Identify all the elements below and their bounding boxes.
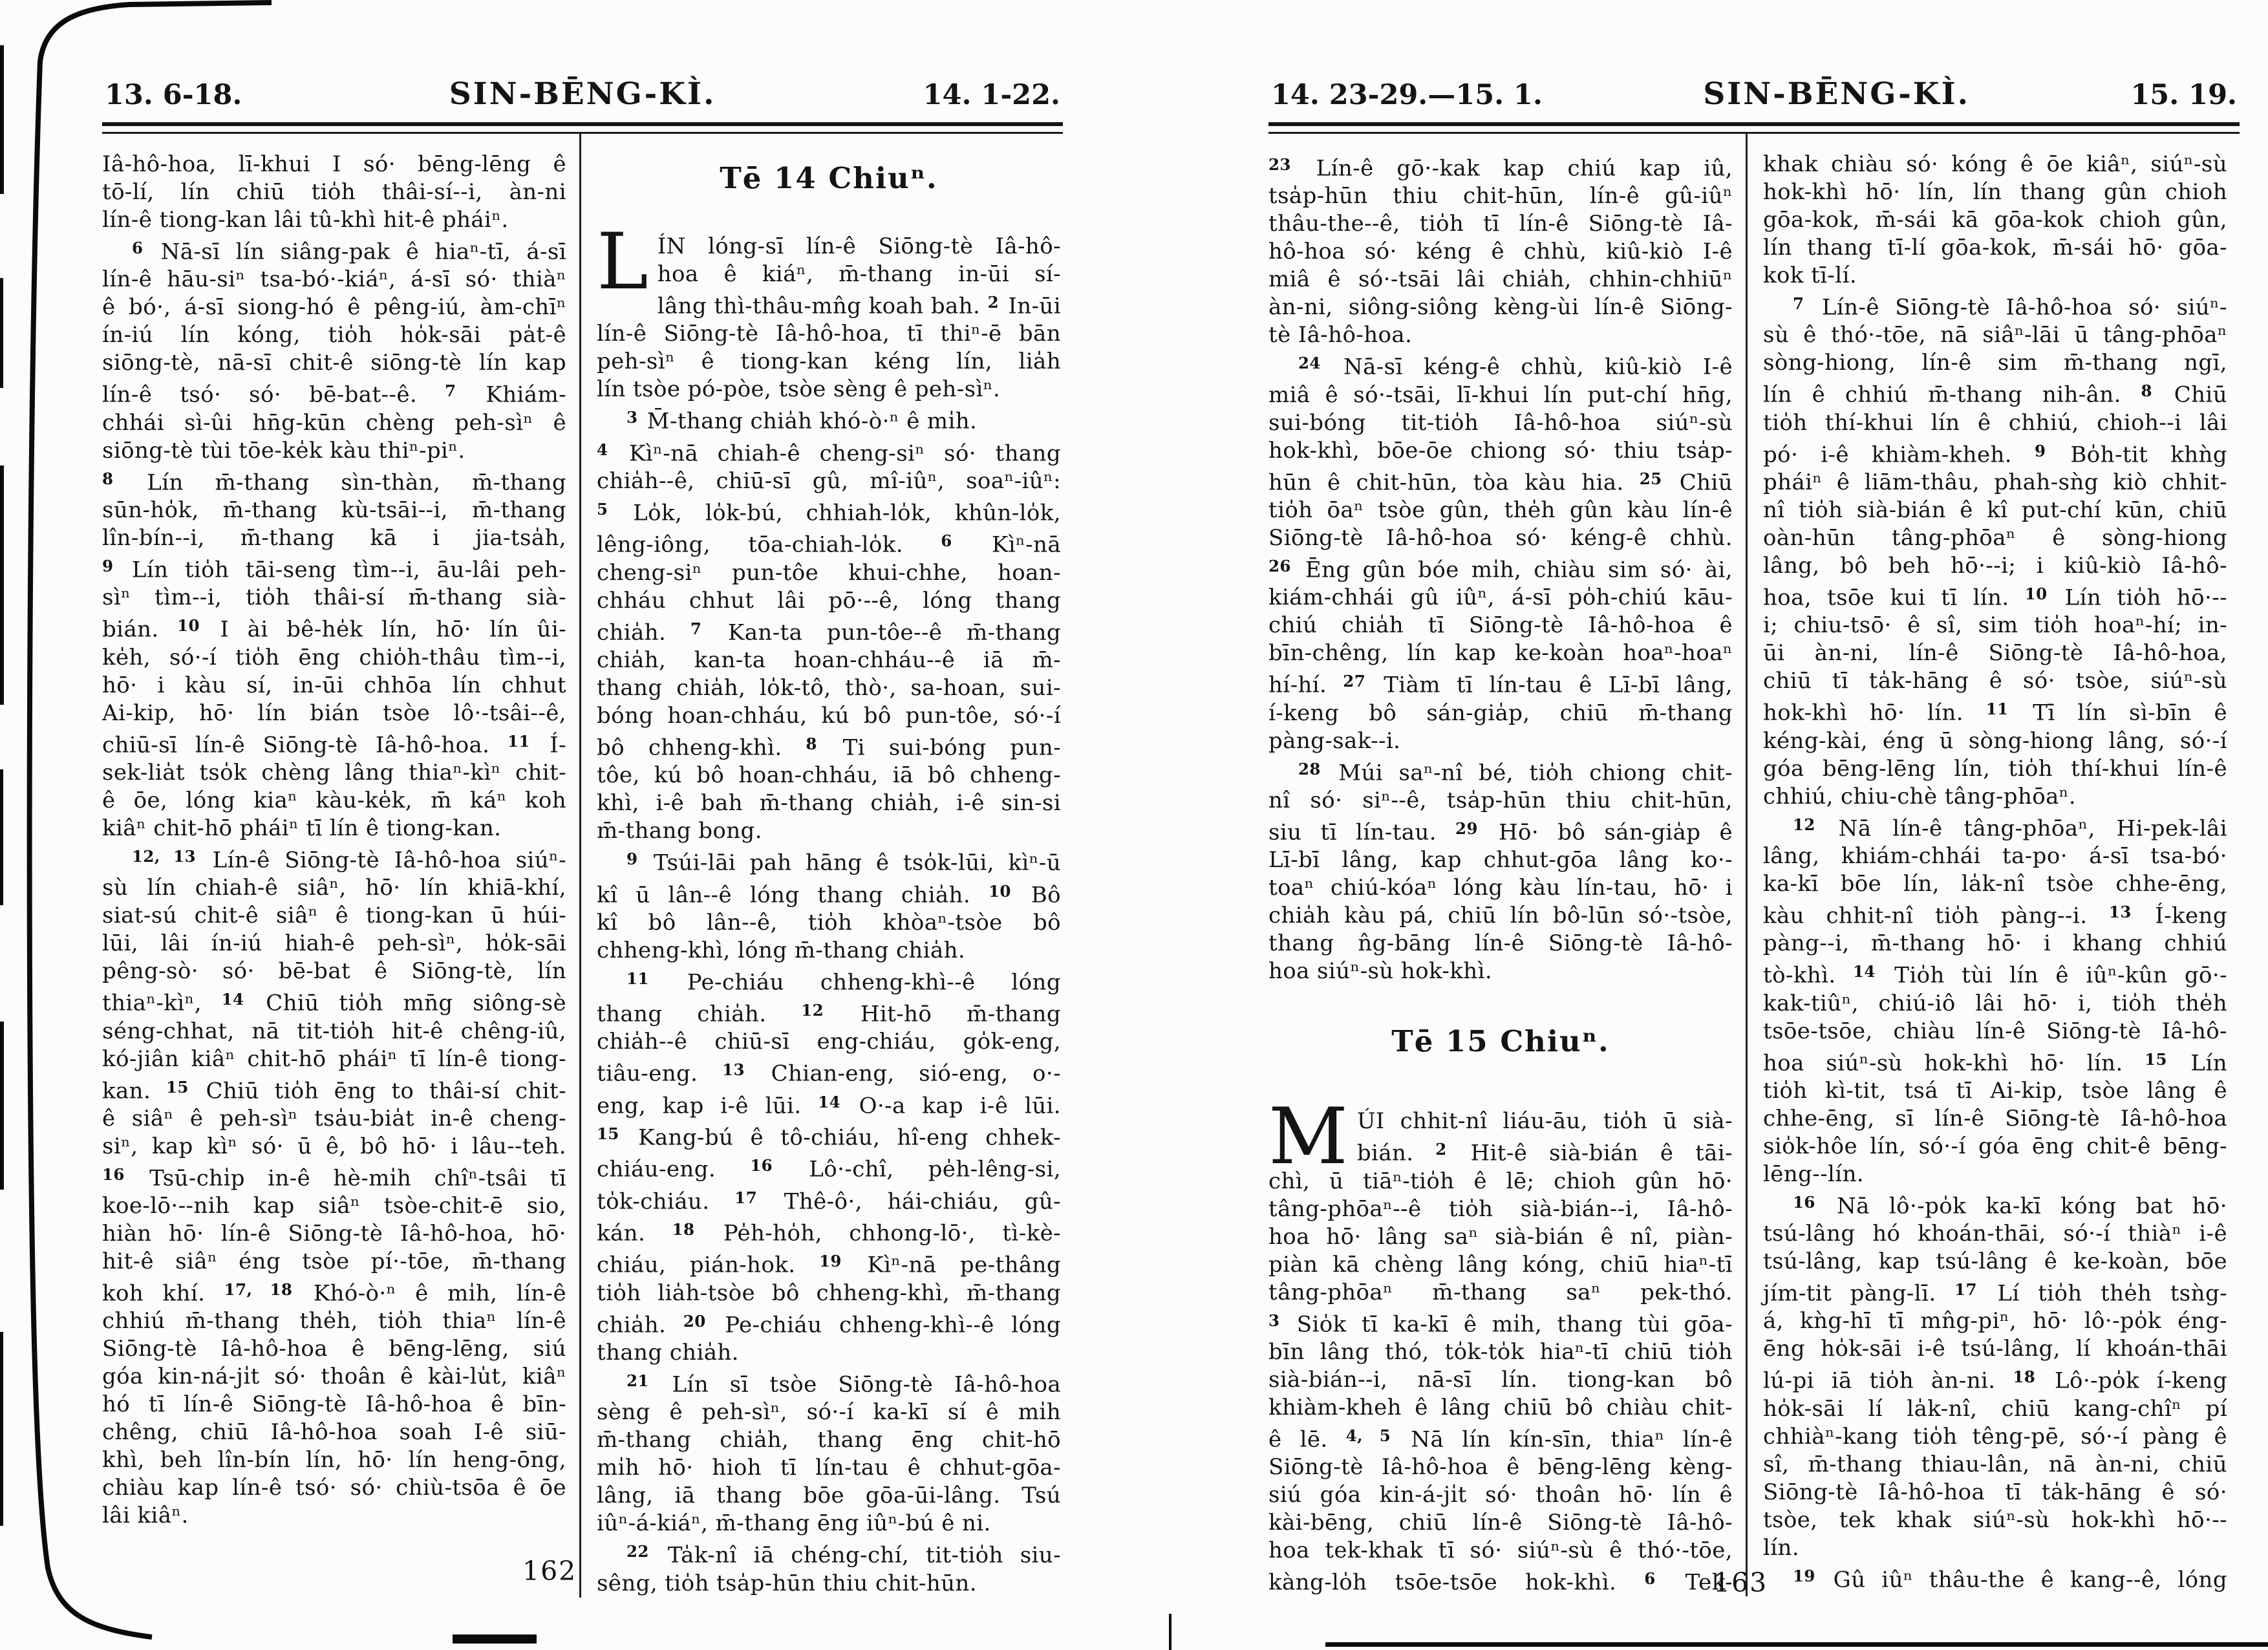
text-line: $^{21}$ Lín sī tsòe Siōng-tè Iâ-hô-hoa: [626, 1371, 1061, 1398]
text-line: siōng-tè, nā-sī chit-ê siōng-tè lín kap: [102, 350, 566, 376]
text-line: chia̍h--ê, chiū-sī gû, mî-iûⁿ, soaⁿ-iûⁿ:: [597, 467, 1061, 494]
verse-number: 20: [683, 1311, 706, 1331]
text-line: pàng--i, m̄-thang hō· i khang chhiú: [1763, 930, 2227, 957]
text-line: sià-bián--i, nā-sī lín. tiong-kan bô: [1268, 1366, 1733, 1393]
verse-number: 6: [941, 531, 952, 551]
text-line: sòng-hiong, lín-ê sim m̄-thang ngī,: [1763, 350, 2227, 376]
bottom-scan-line: [1325, 1642, 2268, 1647]
double-rule: [1268, 122, 2240, 134]
text-line: tôe, kú bô hoan-chháu, iā bô chheng-: [597, 762, 1061, 789]
text-line: sù lín chiah-ê siâⁿ, hō· lín khiā-khí,: [102, 875, 566, 901]
text-line: kài-bēng, chiū lín-ê Siōng-tè Iâ-hô-: [1268, 1510, 1733, 1536]
text-line: thang n̂g-bāng lín-ê Siōng-tè Iâ-hô-: [1268, 930, 1733, 957]
chapter-heading: Tē 15 Chiuⁿ.: [1391, 1024, 1610, 1059]
text-line: ê siâⁿ ê peh-sìⁿ tsa̍u-bia̍t in-ê cheng-: [102, 1105, 566, 1131]
text-line: lín-ê tiong-kan lâi tû-khì hit-ê pháiⁿ.: [102, 207, 509, 233]
text-line: hō· i kàu sí, in-ūi chhōa lín chhut: [102, 672, 566, 698]
text-line: ê ōe, lóng kiaⁿ kàu-ke̍k, m̄ káⁿ koh: [102, 787, 566, 813]
text-line: tio̍h ōaⁿ tsòe gûn, the̍h gûn kàu lín-ê: [1268, 497, 1733, 523]
text-line: lūi, lâi ín-iú hiah-ê peh-sìⁿ, ho̍k-sāi: [102, 930, 566, 957]
text-line: lâng, iā thang bōe gōa-ūi-lâng. Tsú: [597, 1483, 1061, 1509]
verse-number: 7: [690, 619, 702, 638]
text-line: siu tī lín-tau. $^{29}$ Hō· bô sán-gia̍p ê: [1268, 819, 1733, 846]
text-line: bián. $^{10}$ I ài bê-he̍k lín, hō· lín ûi-: [102, 616, 567, 643]
text-line: chia̍h, kan-ta hoan-chháu--ê iā m̄-: [597, 647, 1061, 673]
text-line: kó-jiân kiâⁿ chit-hō pháiⁿ tī lín-ê tiong-: [102, 1045, 566, 1072]
verse-number: 21: [626, 1371, 649, 1390]
verse-number: 15: [597, 1124, 619, 1144]
text-line: lú-pi iā tio̍h àn-ni. $^{18}$ Lô·-po̍k í-keng: [1763, 1367, 2227, 1394]
text-line: cheng-siⁿ pun-tôe khui-chhe, hoan-: [597, 559, 1061, 586]
header-verse-range-right: 15. 19.: [2130, 79, 2237, 111]
text-line: lâng, khiám-chhái ta-po· á-sī tsa-bó·: [1763, 842, 2227, 869]
text-line: hoa hō· lâng saⁿ sià-bián ê nî, piàn-: [1268, 1223, 1733, 1250]
text-line: kok tī-lí.: [1763, 262, 1857, 288]
text-line: chháu chhut lâi pō·--ê, lóng thang: [597, 587, 1061, 614]
text-line: ín-iú lín kóng, tio̍h ho̍k-sāi pa̍t-ê: [102, 322, 566, 348]
text-line: chia̍h. $^{20}$ Pe-chiáu chheng-khì--ê lóng: [597, 1311, 1061, 1338]
verse-number: 12, 13: [132, 846, 196, 866]
text-line: tio̍h lia̍h-tsòe bô chheng-khì, m̄-thang: [597, 1280, 1061, 1306]
verse-number: 5: [597, 499, 608, 519]
verse-number: 10: [2024, 584, 2048, 603]
verse-number: 17, 18: [224, 1280, 293, 1300]
text-line: chiáu-eng. $^{16}$ Lô·-chî, pe̍h-lêng-si,: [597, 1156, 1061, 1183]
verse-number: 16: [102, 1164, 125, 1184]
verse-number: 13: [2108, 902, 2132, 921]
text-line: ho̍k-sāi lí la̍k-nî, chiū kang-chîⁿ pí: [1763, 1395, 2227, 1422]
text-line: thâu-the--ê, tio̍h tī lín-ê Siōng-tè Iâ-: [1268, 211, 1733, 237]
text-line: tō-lí, lín chiū tio̍h thâi-sí--i, àn-ni: [102, 179, 566, 205]
verse-number: 11: [626, 969, 649, 988]
text-line: kán. $^{18}$ Pe̍h-ho̍h, chhong-lō·, tì-kè-: [597, 1220, 1061, 1247]
verse-number: 6: [1644, 1569, 1656, 1589]
verse-number: 17: [1954, 1280, 1977, 1300]
book-title: SIN-BĒNG-KÌ.: [1703, 76, 1970, 112]
scanner-edge-mark: [0, 769, 3, 905]
text-columns: [1268, 134, 2240, 1596]
column-1: [102, 134, 566, 1598]
text-line: khiàm-kheh ê lâng chiū bô chiàu chit-: [1268, 1394, 1733, 1420]
text-line: Siōng-tè Iâ-hô-hoa ê bēng-lēng, siú: [102, 1336, 566, 1362]
text-line: ke̍h, só·-í tio̍h ēng chio̍h-thâu tìm--i,: [102, 644, 566, 670]
verse-number: 23: [1268, 155, 1291, 174]
text-line: ka-kī bōe lín, la̍k-nî tsòe chhe-ēng,: [1763, 870, 2227, 897]
text-line: $^9$ Lín tio̍h tāi-seng tìm--i, āu-lâi peh-: [102, 556, 566, 583]
verse-number: 15: [2145, 1049, 2167, 1069]
verse-text-block: [1268, 151, 1733, 985]
text-line: pêng-sò· só· bē-bat ê Siōng-tè, lín: [102, 958, 566, 985]
text-line: bián. $^2$ Hit-ê sià-bián ê tāi-: [1356, 1140, 1733, 1166]
dropcap-letter: M: [1268, 1092, 1348, 1183]
text-line: kéng-kài, éng ū sòng-hiong lâng, só·-í: [1763, 727, 2227, 754]
text-line: hoa ê kiáⁿ, m̄-thang in-ūi sí-: [657, 261, 1061, 287]
text-line: i; chiu-tsō· ê sî, sim tio̍h hoaⁿ-hí; in-: [1763, 612, 2227, 639]
text-line: $^{12, 13}$ Lín-ê Siōng-tè Iâ-hô-hoa siúⁿ-: [132, 846, 566, 873]
text-line: hoa tek-khak tī só· siúⁿ-sù ê thó·-tōe,: [1268, 1538, 1733, 1564]
text-line: chhiàⁿ-kang tio̍h têng-pē, só·-í pàng ê: [1763, 1423, 2227, 1450]
verse-number: 18: [2013, 1367, 2036, 1387]
text-line: ÚI chhit-nî liáu-āu, tio̍h ū sià-: [1356, 1108, 1733, 1135]
text-line: hoa siúⁿ-sù hok-khì hō· lín. $^{15}$ Lín: [1763, 1049, 2227, 1076]
running-header: [102, 76, 1063, 122]
text-line: khì, i-ê bah m̄-thang chia̍h, i-ê sin-si: [597, 790, 1061, 817]
text-line: hí-hí. $^{27}$ Tiàm tī lín-tau ê Lī-bī lâng,: [1268, 672, 1733, 698]
text-line: hoa siúⁿ-sù hok-khì.: [1268, 958, 1493, 985]
text-line: chiū-sī lín-ê Siōng-tè Iâ-hô-hoa. $^{11}$ Í-: [102, 731, 566, 758]
text-line: hó tī lín-ê Siōng-tè Iâ-hô-hoa ê bīn-: [102, 1391, 566, 1418]
text-line: kî ū lân--ê lóng thang chia̍h. $^{10}$ Bô: [597, 881, 1061, 908]
verse-number: 8: [2141, 381, 2152, 401]
text-line: $^{28}$ Múi saⁿ-nî bé, tio̍h chiong chit-: [1298, 759, 1733, 786]
verse-number: 15: [166, 1077, 189, 1097]
verse-number: 19: [818, 1252, 842, 1271]
column-2: [1746, 134, 2227, 1596]
verse-number: 9: [102, 556, 114, 575]
text-line: $^5$ Lo̍k, lo̍k-bú, chhiah-lo̍k, khûn-lo̍k,: [597, 499, 1061, 526]
text-line: sūn-ho̍k, m̄-thang kù-tsāi--i, m̄-thang: [102, 497, 566, 523]
text-line: sui-bóng tit-tio̍h Iâ-hô-hoa siúⁿ-sù: [1268, 409, 1733, 436]
text-line: khì, beh lîn-bín lín, hō· lín heng-ōng,: [102, 1447, 566, 1473]
text-line: $^{16}$ Nā lô·-po̍k ka-kī kóng bat hō·: [1793, 1192, 2227, 1219]
text-line: Siōng-tè Iâ-hô-hoa ê bēng-lēng kèng-: [1268, 1454, 1733, 1481]
text-line: ēng ho̍k-sāi i-ê tsú-lâng, lí khoán-thāi: [1763, 1336, 2227, 1362]
text-line: tiâu-eng. $^{13}$ Chian-eng, sió-eng, o·-: [597, 1060, 1061, 1087]
text-line: pó· i-ê khiàm-kheh. $^9$ Bo̍h-tit khǹg: [1763, 441, 2227, 467]
scanner-edge-mark: [0, 1022, 4, 1190]
text-line: lín-ê Siōng-tè Iâ-hô-hoa, tī thiⁿ-ē bān: [597, 321, 1061, 347]
text-line: $^{26}$ Ēng gûn bóe mi̍h, chiàu sim só· ài,: [1268, 556, 1733, 583]
chapter-paragraph: [1268, 1092, 1733, 1596]
text-line: hit-ê siâⁿ éng tsòe pí·-tōe, m̄-thang: [102, 1248, 566, 1275]
text-line: tâng-phōaⁿ--ê tio̍h sià-bián--i, Iâ-hô-: [1268, 1195, 1733, 1222]
text-line: Iâ-hô-hoa, lī-khui I só· bēng-lēng ê: [102, 151, 566, 177]
verse-number: 8: [102, 469, 114, 488]
verse-number: 25: [1639, 469, 1662, 488]
verse-number: 2: [1435, 1140, 1447, 1159]
chapter-paragraph: [597, 217, 1062, 1598]
text-line: $^{23}$ Lín-ê gō·-kak kap chiú kap iû,: [1268, 155, 1733, 182]
text-line: jím-tit pàng-lī. $^{17}$ Lí tio̍h the̍h tsǹg-: [1763, 1280, 2227, 1307]
scanner-edge-mark: [0, 45, 4, 194]
text-line: thang chia̍h.: [597, 1339, 739, 1366]
verse-number: 27: [1343, 672, 1366, 691]
running-header: [1268, 76, 2240, 122]
text-line: Ai-kip, hō· lín bián tsòe lô·-tsâi--ê,: [102, 700, 566, 726]
text-line: $^7$ Lín-ê Siōng-tè Iâ-hô-hoa só· siúⁿ-: [1793, 294, 2227, 321]
text-line: hiàn hō· lín-ê Siōng-tè Iâ-hô-hoa, hō·: [102, 1221, 566, 1247]
verse-number: 16: [750, 1156, 773, 1175]
spine-gutter-mark: [1169, 1614, 1171, 1650]
text-line: sêng, tio̍h tsa̍p-hūn thiu chit-hūn.: [597, 1570, 977, 1596]
verse-number: 11: [507, 731, 530, 751]
header-verse-range-left: 14. 23-29.—15. 1.: [1271, 79, 1543, 111]
text-line: pàng-sak--i.: [1268, 727, 1401, 754]
verse-number: 2: [987, 293, 1000, 312]
text-line: kiám-chhái gû iûⁿ, á-sī po̍h-chiú kāu-: [1268, 584, 1733, 611]
text-line: $^4$ Kìⁿ-nā chiah-ê cheng-siⁿ só· thang: [597, 440, 1061, 466]
text-line: ÍN lóng-sī lín-ê Siōng-tè Iâ-hô-: [657, 233, 1061, 259]
text-line: mi̍h hō· hioh tī lín-tau ê chhut-gōa-: [597, 1455, 1061, 1481]
text-line: tio̍h thí-khui lín ê chhiú, chioh--i lâi: [1763, 409, 2227, 436]
verse-number: 4: [597, 440, 608, 459]
text-line: lín-ê tsó· só· bē-bat--ê. $^7$ Khiám-: [102, 381, 566, 408]
text-line: í-keng bô sán-gia̍p, chiū m̄-thang: [1268, 700, 1733, 726]
text-line: toaⁿ chiú-kóaⁿ lóng kàu lín-tau, hō· i: [1268, 875, 1733, 901]
text-line: $^{24}$ Nā-sī kéng-ê chhù, kiû-kiò I-ê: [1298, 354, 1733, 380]
bottom-left-ink-blob: [453, 1634, 537, 1644]
text-line: ūi àn-ni, lín-ê Siōng-tè Iâ-hô-hoa,: [1763, 640, 2227, 667]
text-line: hok-khì hō· lín. $^{11}$ Tī lín sì-bīn ê: [1763, 700, 2228, 726]
text-line: góa bēng-lēng lín, tio̍h thí-khui lín-ê: [1763, 755, 2227, 782]
verse-number: 14: [1853, 962, 1876, 981]
text-line: tsa̍p-hūn thiu chit-hūn, lín-ê gû-iûⁿ: [1268, 183, 1733, 209]
text-line: bô chheng-khì. $^8$ Ti sui-bóng pun-: [597, 734, 1061, 761]
verse-number: 14: [221, 990, 244, 1009]
text-line: tò-khì. $^{14}$ Tio̍h tùi lín ê iûⁿ-kûn gō·-: [1763, 962, 2228, 989]
text-line: sî, m̄-thang thiau-lân, nā àn-ni, chiū: [1763, 1451, 2227, 1477]
verse-number: 24: [1298, 354, 1321, 373]
text-line: hok-khì hō· lín, lín thang gûn chioh: [1763, 179, 2227, 205]
text-line: Lī-bī lâng, kap chhut-gōa lâng ko·-: [1268, 847, 1733, 873]
text-line: $^3$ Sio̍k tī ka-kī ê mi̍h, thang tùi gōa-: [1268, 1311, 1733, 1337]
text-line: $^{12}$ Nā lín-ê tâng-phōaⁿ, Hi-pek-lâi: [1793, 815, 2227, 841]
text-line: $^6$ Nā-sī lín siâng-pak ê hiaⁿ-tī, á-sī: [132, 239, 566, 265]
text-line: Siōng-tè Iâ-hô-hoa só· kéng-ê chhù.: [1268, 524, 1733, 551]
text-line: lêng-iông, tōa-chiah-lo̍k. $^6$ Kìⁿ-nā: [597, 531, 1062, 558]
text-line: lēng--lín.: [1763, 1161, 1865, 1187]
verse-number: 8: [806, 734, 817, 753]
text-line: oàn-hūn tâng-phōaⁿ ê sòng-hiong: [1763, 524, 2227, 551]
text-line: sek-lia̍t tso̍k chèng lâng thiaⁿ-kìⁿ chit-: [102, 759, 566, 786]
verse-number: 29: [1455, 819, 1478, 838]
text-line: $^{11}$ Pe-chiáu chheng-khì--ê lóng: [626, 969, 1061, 996]
page-number: 162: [522, 1556, 577, 1587]
text-line: chêng, chiū Iâ-hô-hoa soah I-ê siū-: [102, 1419, 566, 1446]
verse-number: 12: [801, 1001, 824, 1020]
verse-number: 4, 5: [1345, 1426, 1391, 1445]
text-line: $^{15}$ Kang-bú ê tô-chiáu, hî-eng chhek-: [597, 1124, 1061, 1151]
left-page: [102, 76, 1063, 1598]
text-line: to̍k-chiáu. $^{17}$ Thê-ô·, hái-chiáu, gû-: [597, 1188, 1061, 1214]
text-line: lín thang tī-lí gōa-kok, m̄-sái hō· gōa-: [1763, 235, 2227, 261]
text-line: hoa, tsōe kui tī lín. $^{10}$ Lín tio̍h hō·--: [1763, 584, 2227, 611]
column-1: [1268, 134, 1733, 1596]
verse-number: 7: [445, 381, 456, 401]
text-line: lîn-bín--i, m̄-thang kā i jia-tsa̍h,: [102, 524, 566, 551]
text-line: chheng-khì, lóng m̄-thang chia̍h.: [597, 937, 966, 963]
double-rule: [102, 122, 1063, 134]
right-page: [1268, 76, 2240, 1596]
text-line: kan. $^{15}$ Chiū tio̍h ēng to thâi-sí chit-: [102, 1077, 566, 1104]
text-line: lín ê chhiú m̄-thang nih-ân. $^8$ Chiū: [1763, 381, 2227, 408]
text-line: siat-sú chit-ê siâⁿ ê tiong-kan ū húi-: [102, 903, 566, 929]
verse-number: 9: [2034, 441, 2046, 460]
text-line: thang chia̍h, lo̍k-tô, thò·, sa-hoan, sui-: [597, 674, 1061, 701]
verse-number: 17: [734, 1188, 758, 1207]
text-line: tâng-phōaⁿ m̄-thang saⁿ pek-thó.: [1268, 1279, 1733, 1305]
text-line: chì, ū tiāⁿ-tio̍h ê lē; chioh gûn hō·: [1268, 1168, 1733, 1194]
text-line: tsú-lâng hó khoán-thāi, só·-í thiàⁿ i-ê: [1763, 1221, 2227, 1247]
text-line: àn-ni, siông-siông kèng-ùi lín-ê Siōng-: [1268, 294, 1733, 321]
text-line: bīn lâng thó, to̍k-to̍k hiaⁿ-tī chiū tio̍h: [1268, 1338, 1733, 1365]
verse-number: 9: [626, 850, 638, 869]
verse-number: 28: [1298, 759, 1321, 778]
text-line: chhiú m̄-thang the̍h, tio̍h thiaⁿ lín-ê: [102, 1308, 566, 1334]
text-line: sio̍k-hôe lín, só·-í góa ēng chit-ê bēng-: [1763, 1133, 2227, 1159]
text-line: chhiú, chiu-chè tâng-phōaⁿ.: [1763, 783, 2077, 809]
text-line: séng-chhat, nā tit-tio̍h hit-ê chêng-iû,: [102, 1018, 566, 1044]
verse-number: 3: [626, 408, 638, 427]
text-line: tsú-lâng, kap tsú-lâng ê ke-koàn, bōe: [1763, 1248, 2227, 1275]
verse-number: 19: [1793, 1566, 1815, 1585]
text-line: chhe-ēng, sī lín-ê Siōng-tè Iâ-hô-hoa: [1763, 1105, 2227, 1131]
text-line: lín.: [1763, 1534, 1800, 1561]
column-2: [579, 134, 1061, 1598]
text-line: bóng hoan-chháu, kú bô pun-tôe, só·-í: [597, 702, 1061, 729]
text-line: $^9$ Tsúi-lāi pah hāng ê tso̍k-lūi, kìⁿ-ū: [626, 850, 1061, 876]
text-line: hok-khì, bōe-ōe chiong só· thiu tsa̍p-: [1268, 437, 1733, 464]
text-line: lâng, bô beh hō·--i; i kiû-kiò Iâ-hô-: [1763, 552, 2227, 579]
verse-number: 7: [1793, 294, 1804, 313]
text-columns: [102, 134, 1063, 1598]
text-line: eng, kap i-ê lūi. $^{14}$ O·-a kap i-ê lūi.: [597, 1092, 1061, 1119]
text-line: siú góa kin-á-ji̍t só· thoân hō· lín ê: [1268, 1482, 1733, 1508]
text-line: lâng thì-thâu-mn̂g koah bah. $^2$ In-ūi: [657, 293, 1062, 319]
text-line: sìⁿ tìm--i, tio̍h thâi-sí m̄-thang sià-: [102, 584, 566, 611]
text-line: thang chia̍h. $^{12}$ Hit-hō m̄-thang: [597, 1001, 1061, 1027]
text-line: chiáu, pián-hok. $^{19}$ Kìⁿ-nā pe-thâng: [597, 1252, 1061, 1278]
text-line: sù ê thó·-tōe, nā siâⁿ-lāi ū tâng-phōaⁿ: [1763, 322, 2227, 348]
text-line: chia̍h--ê chiū-sī eng-chiáu, go̍k-eng,: [597, 1029, 1061, 1055]
verse-number: 22: [626, 1542, 649, 1561]
text-line: sèng ê peh-sìⁿ, só·-í ka-kī sí ê mi̍h: [597, 1399, 1061, 1426]
text-line: peh-sìⁿ ê tiong-kan kéng lín, lia̍h: [597, 348, 1061, 375]
verse-number: 3: [1268, 1311, 1280, 1330]
text-line: nî só· siⁿ--ê, tsa̍p-hūn thiu chit-hūn,: [1268, 787, 1733, 813]
text-line: m̄-thang chia̍h, thang ēng chit-hō: [597, 1427, 1061, 1453]
text-line: chhái sì-ûi hn̄g-kūn chèng peh-sìⁿ ê: [102, 409, 566, 436]
text-line: á, kǹg-hī tī mn̂g-piⁿ, hō· lô·-po̍k éng-: [1763, 1308, 2227, 1334]
verse-number: 18: [672, 1220, 695, 1239]
text-line: lín tsòe pó-pòe, tsòe sèng ê peh-sìⁿ.: [597, 376, 1001, 403]
text-line: bīn-chêng, lín kap ke-koàn hoaⁿ-hoaⁿ: [1268, 640, 1733, 667]
text-line: khak chiàu só· kóng ê ōe kiâⁿ, siúⁿ-sù: [1763, 151, 2227, 177]
page-number: 163: [1713, 1567, 1768, 1598]
text-line: Siōng-tè Iâ-hô-hoa tī ta̍k-hāng ê só·: [1763, 1479, 2227, 1505]
text-line: kiâⁿ chit-hō pháiⁿ tī lín ê tiong-kan.: [102, 815, 502, 841]
text-line: kî bô lân--ê, tio̍h khòaⁿ-tsòe bô: [597, 909, 1061, 936]
text-line: pháiⁿ ê liām-thâu, phah-sǹg kiò chhit-: [1763, 469, 2227, 495]
text-line: chia̍h kàu pá, chiū lín bô-lūn só·-tsòe,: [1268, 903, 1733, 929]
text-line: chiàu kap lín-ê tsó· só· chiù-tsōa ê ōe: [102, 1475, 566, 1501]
text-line: miâ ê só·-tsāi, lī-khui lín put-chí hn̄g,: [1268, 381, 1733, 408]
text-line: chiū tī ta̍k-hāng ê só· tsòe, siúⁿ-sù: [1763, 668, 2227, 694]
text-line: tsōe-tsōe, chiàu lín-ê Siōng-tè Iâ-hô-: [1763, 1018, 2227, 1044]
header-verse-range-left: 13. 6-18.: [105, 79, 242, 111]
verse-number: 11: [1985, 700, 2009, 719]
text-line: tsòe, tek khak siúⁿ-sù hok-khì hō·--: [1763, 1506, 2227, 1533]
book-title: SIN-BĒNG-KÌ.: [449, 76, 716, 112]
verse-number: 10: [988, 881, 1011, 901]
text-line: kak-tiûⁿ, chiú-iô lâi hō· i, tio̍h the̍h: [1763, 990, 2227, 1016]
text-line: miâ ê só·-tsāi lâi chia̍h, chhin-chhiūⁿ: [1268, 266, 1733, 293]
text-line: kàng-lo̍h tsōe-tsōe hok-khì. $^6$ Tek-: [1268, 1569, 1733, 1596]
verse-number: 13: [722, 1060, 745, 1080]
text-line: kàu chhit-nî tio̍h pàng--i. $^{13}$ Í-keng: [1763, 902, 2227, 929]
text-line: ê lē. $^{4, 5}$ Nā lín kín-sīn, thiaⁿ lín-ê: [1268, 1426, 1733, 1453]
text-line: m̄-thang bong.: [597, 818, 762, 844]
text-line: hô-hoa só· kéng ê chhù, kiû-kiò I-ê: [1268, 239, 1733, 265]
text-line: $^{19}$ Gû iûⁿ thâu-the ê kang--ê, lóng: [1793, 1566, 2227, 1593]
verse-number: 10: [177, 616, 200, 636]
text-line: ê bó·, á-sī siong-hó ê pêng-iú, àm-chīⁿ: [102, 294, 566, 321]
scanner-edge-mark: [0, 1332, 3, 1526]
text-line: koe-lō·--nih kap siâⁿ tsòe-chit-ē sio,: [102, 1193, 566, 1219]
text-line: $^{16}$ Tsū-chi̍p in-ê hè-mi̍h chîⁿ-tsâi tī: [102, 1164, 566, 1192]
scanner-edge-mark: [0, 278, 3, 388]
verse-number: 12: [1793, 815, 1815, 834]
header-verse-range-right: 14. 1-22.: [923, 79, 1060, 111]
text-line: chia̍h. $^7$ Kan-ta pun-tôe--ê m̄-thang: [597, 619, 1061, 645]
verse-number: 16: [1793, 1192, 1815, 1212]
scanner-edge-mark: [0, 466, 4, 705]
text-line: koh khí. $^{17, 18}$ Khó-ò·ⁿ ê mi̍h, lín-ê: [102, 1280, 566, 1307]
text-line: hūn ê chit-hūn, tòa kàu hia. $^{25}$ Chiū: [1268, 469, 1733, 495]
text-line: tio̍h kì-tit, tsá tī Ai-kip, tsòe lâng ê: [1763, 1077, 2227, 1104]
text-line: thiaⁿ-kìⁿ, $^{14}$ Chiū tio̍h mn̄g siông-sè: [102, 990, 566, 1016]
text-line: nî tio̍h sià-bián ê kî put-chí kūn, chiū: [1763, 497, 2227, 523]
text-line: siⁿ, kap kìⁿ só· ū ê, bô hō· i lâu--teh.: [102, 1133, 566, 1159]
text-line: chiú chia̍h tī Siōng-tè Iâ-hô-hoa ê: [1268, 612, 1733, 639]
text-line: iûⁿ-á-kiáⁿ, m̄-thang ēng iûⁿ-bú ê ni.: [597, 1510, 991, 1537]
verse-number: 6: [132, 239, 144, 257]
text-line: lín-ê hāu-siⁿ tsa-bó·-kiáⁿ, á-sī só· thiàⁿ: [102, 266, 566, 293]
text-line: piàn kā chèng lâng kóng, chiū hiaⁿ-tī: [1268, 1251, 1733, 1278]
text-line: tè Iâ-hô-hoa.: [1268, 322, 1413, 348]
verse-number: 26: [1268, 556, 1291, 575]
text-line: $^{22}$ Ta̍k-nî iā chéng-chí, tit-tio̍h siu-: [626, 1542, 1061, 1569]
text-line: góa kin-ná-ji̍t só· thoân ê kài-lu̍t, kiâⁿ: [102, 1364, 566, 1390]
text-line: lâi kiâⁿ.: [102, 1503, 189, 1529]
verse-number: 14: [818, 1092, 840, 1111]
text-line: gōa-kok, m̄-sái kā gōa-kok chioh gûn,: [1763, 207, 2227, 233]
text-line: $^3$ M̄-thang chia̍h khó-ò·ⁿ ê mi̍h.: [626, 408, 978, 434]
text-line: siōng-tè tùi tōe-ke̍k kàu thiⁿ-piⁿ.: [102, 437, 465, 464]
dropcap-letter: L: [597, 217, 648, 307]
chapter-heading: Tē 14 Chiuⁿ.: [720, 161, 938, 195]
text-line: $^8$ Lín m̄-thang sìn-thàn, m̄-thang: [102, 469, 566, 495]
